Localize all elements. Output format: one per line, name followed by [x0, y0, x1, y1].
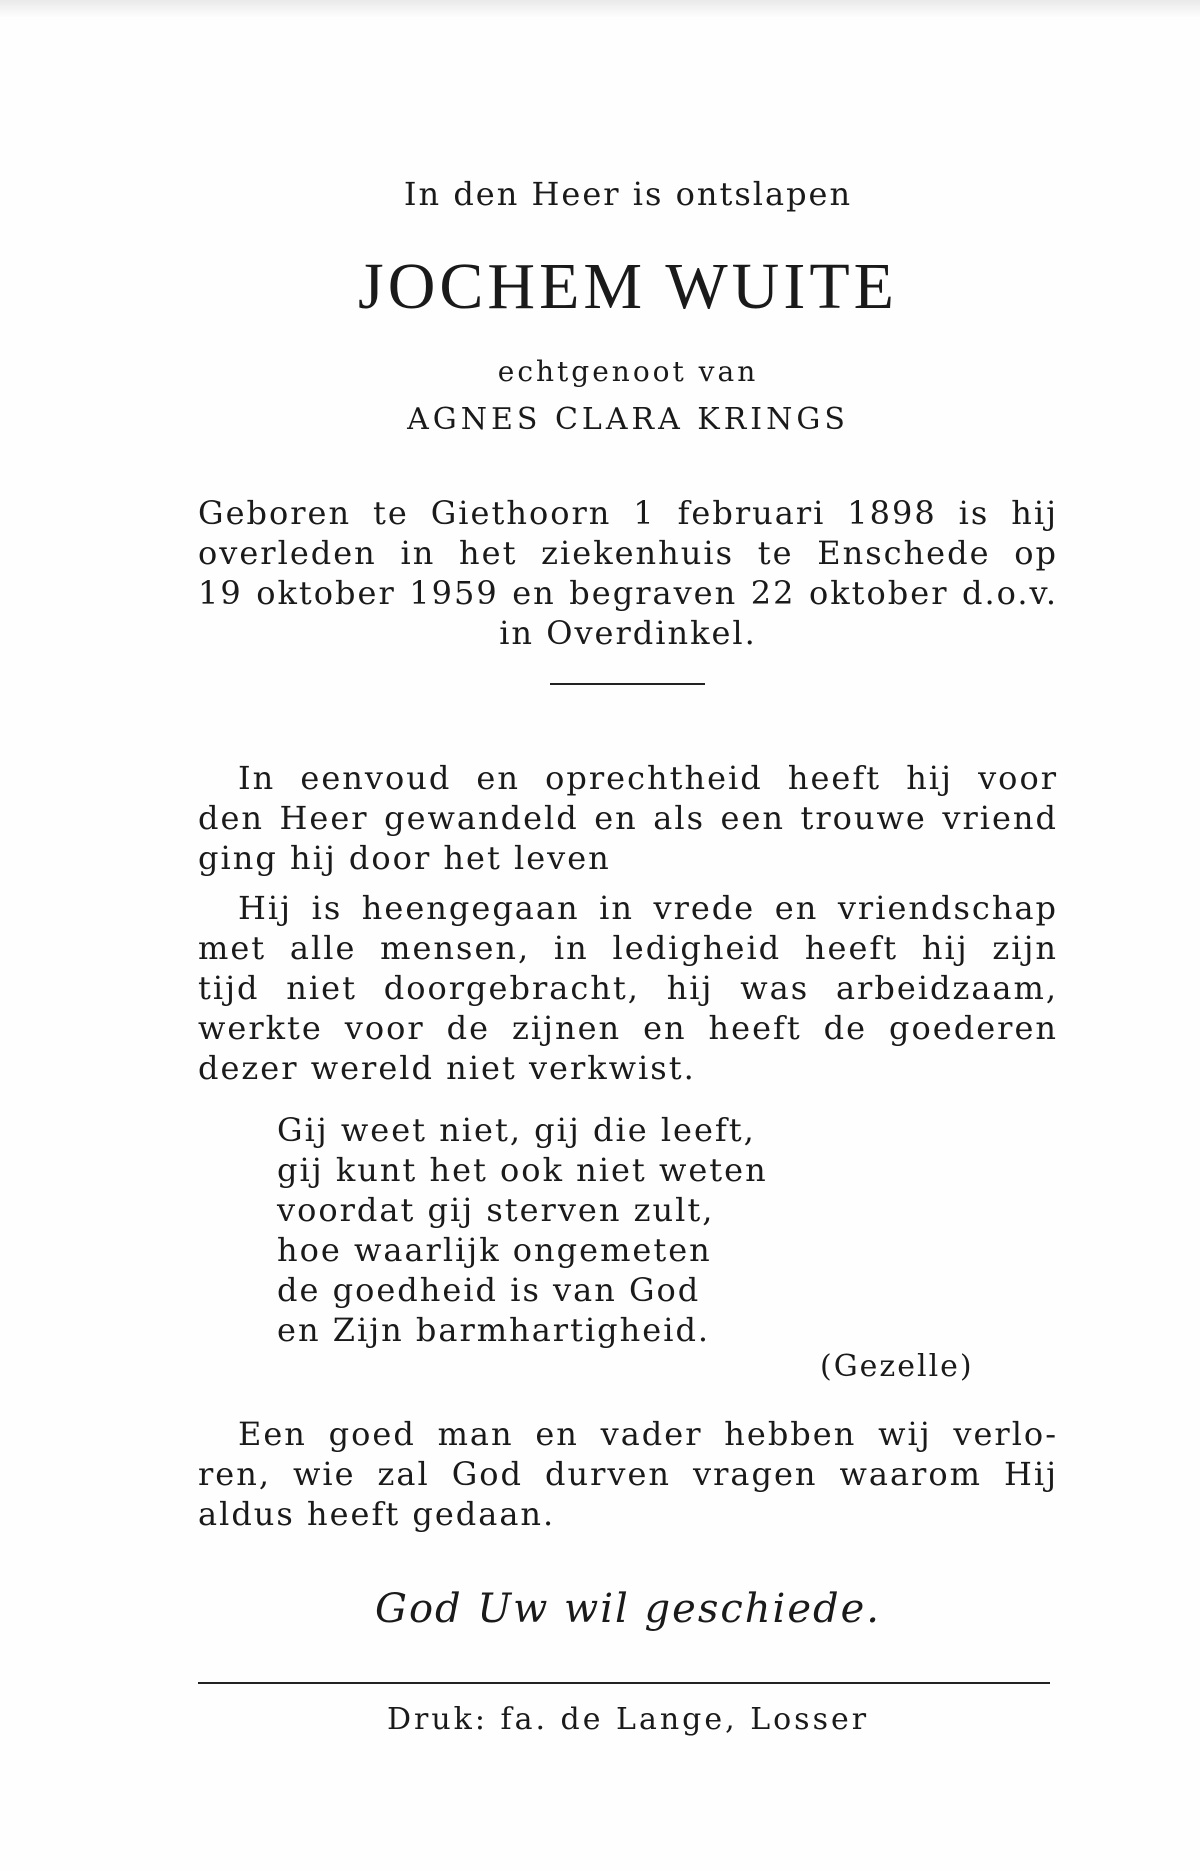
closing-prayer: God Uw wil geschiede.	[375, 1586, 881, 1632]
spouse-name: AGNES CLARA KRINGS	[407, 402, 849, 437]
section-divider	[550, 683, 705, 685]
intro-text: In den Heer is ontslapen	[403, 175, 853, 213]
tribute-line: In eenvoud en oprechtheid heeft hij voor	[238, 759, 1058, 797]
biography-line: 19 oktober 1959 en begraven 22 oktober d.o.v.	[198, 574, 1058, 612]
tribute-line: aldus heeft gedaan.	[198, 1495, 556, 1533]
spouse-label: echtgenoot van	[497, 355, 759, 388]
poem-line: Gij weet niet, gij die leeft,	[277, 1111, 756, 1149]
deceased-name: JOCHEM WUITE	[358, 250, 898, 323]
biography-line: Geboren te Giethoorn 1 februari 1898 is hij	[198, 494, 1058, 532]
tribute-line: Een goed man en vader hebben wij verlo-	[238, 1415, 1058, 1453]
tribute-line: met alle mensen, in ledigheid heeft hij zijn	[198, 929, 1058, 967]
poem-line: de goedheid is van God	[277, 1271, 701, 1309]
tribute-line: tijd niet doorgebracht, hij was arbeidzaam,	[198, 969, 1058, 1007]
tribute-line: dezer wereld niet verkwist.	[198, 1049, 696, 1087]
poem-line: gij kunt het ook niet weten	[277, 1151, 768, 1189]
poem-attribution: (Gezelle)	[820, 1349, 974, 1384]
biography-line: in Overdinkel.	[499, 614, 757, 652]
top-edge-shadow	[0, 0, 1200, 18]
footer-rule	[198, 1682, 1050, 1684]
poem-line: hoe waarlijk ongemeten	[277, 1231, 712, 1269]
poem-line: voordat gij sterven zult,	[277, 1191, 715, 1229]
biography-line: overleden in het ziekenhuis te Enschede op	[198, 534, 1058, 572]
tribute-line: den Heer gewandeld en als een trouwe vriend	[198, 799, 1058, 837]
tribute-line: ging hij door het leven	[198, 839, 611, 877]
tribute-line: Hij is heengegaan in vrede en vriendschap	[238, 889, 1058, 927]
poem-line: en Zijn barmhartigheid.	[277, 1311, 711, 1349]
tribute-line: werkte voor de zijnen en heeft de goederen	[198, 1009, 1058, 1047]
printer-credit: Druk: fa. de Lange, Losser	[386, 1702, 870, 1737]
tribute-line: ren, wie zal God durven vragen waarom Hij	[198, 1455, 1058, 1493]
